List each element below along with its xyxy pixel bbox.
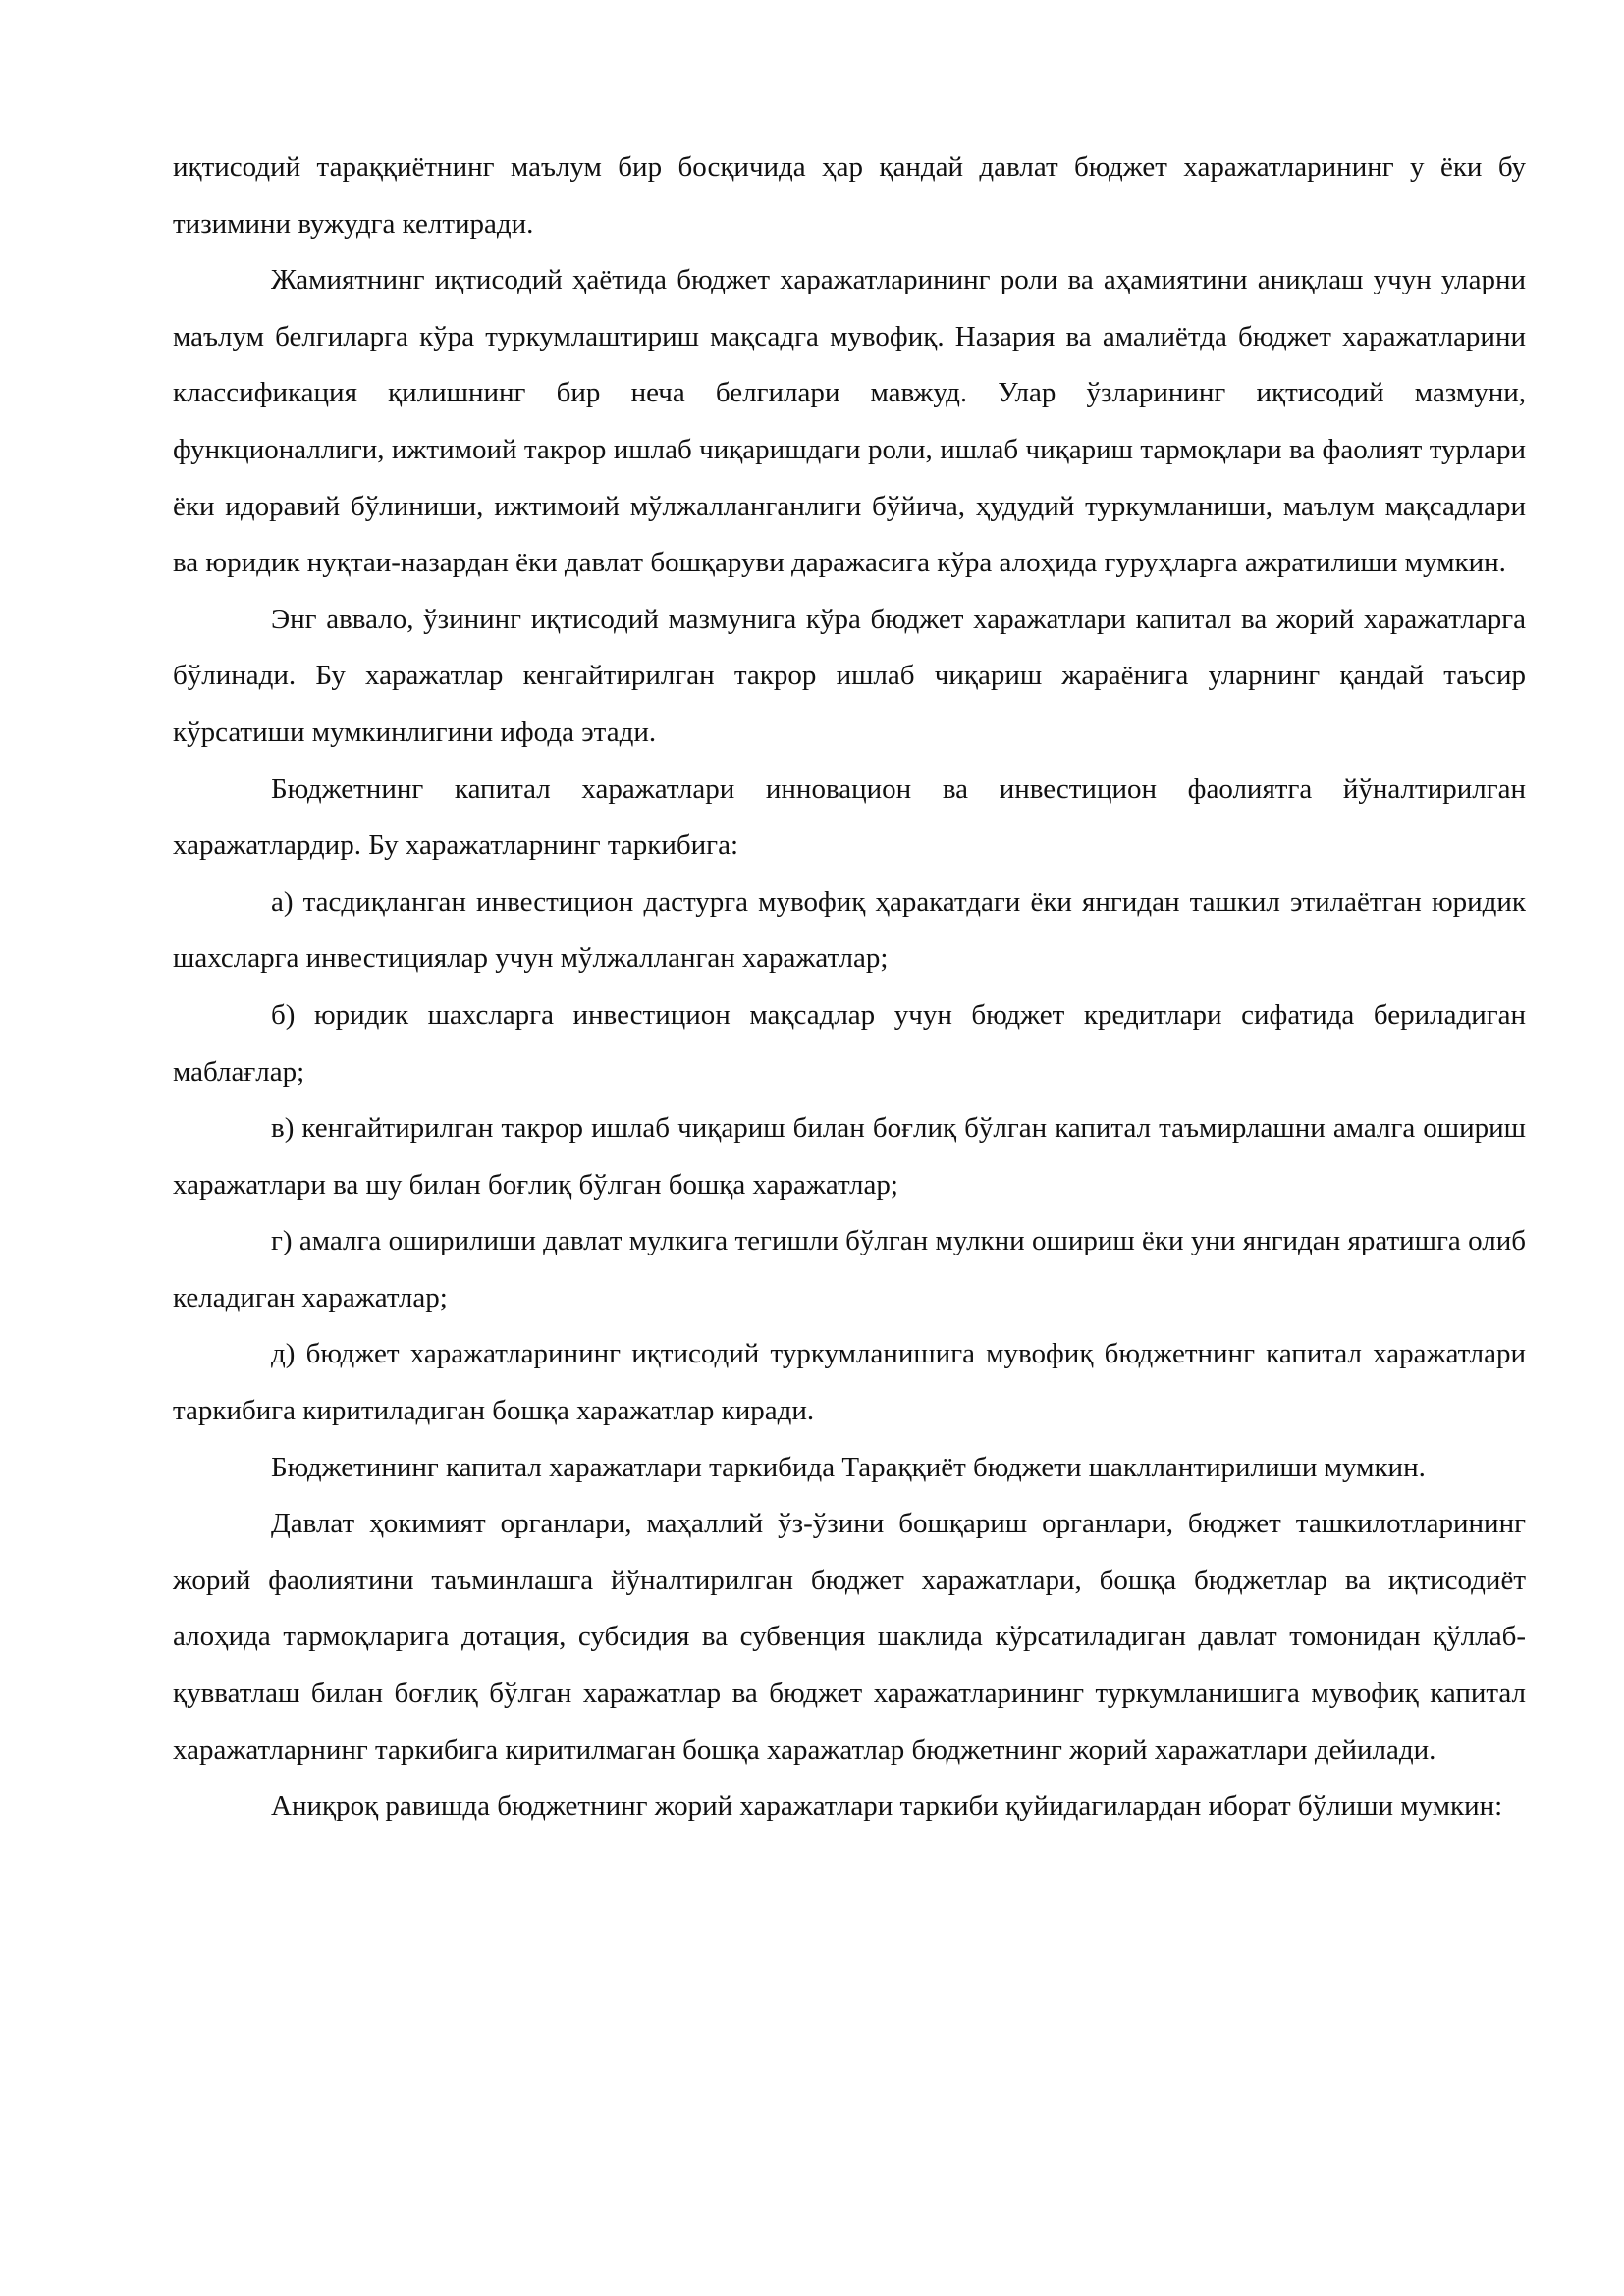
paragraph-6: Давлат ҳокимият органлари, маҳаллий ўз-ўзини бошқариш органлари, бюджет ташкилотларининг жорий фаолиятини таъминлашга йўналтирилган бюджет харажатлари, бошқа бюджетлар ва иқтисодиёт алоҳида тармоқларига дотация, субсидия ва субвенция шаклида кўрсатиладиган давлат томонидан қўллаб-қувватлаш билан боғлиқ бўлган харажатлар ва бюджет харажатларининг туркумланишига мувофиқ капитал харажатларнинг таркибига киритилмаган бошқа харажатлар бюджетнинг жорий харажатлари дейилади. bbox=[173, 1508, 1526, 1766]
paragraph-4: Бюджетнинг капитал харажатлари инновацион ва инвестицион фаолиятга йўналтирилган харажатлардир. Бу харажатларнинг таркибига: bbox=[173, 773, 1526, 862]
list-item-g: г) амалга оширилиши давлат мулкига тегишли бўлган мулкни ошириш ёки уни янгидан яратишга олиб келадиган харажатлар; bbox=[173, 1225, 1526, 1313]
document-page bbox=[173, 139, 1526, 1836]
list-item-v: в) кенгайтирилган такрор ишлаб чиқариш билан боғлиқ бўлган капитал таъмирлашни амалга ошириш харажатлари ва шу билан боғлиқ бўлган бошқа харажатлар; bbox=[173, 1112, 1526, 1201]
list-item-b: б) юридик шахсларга инвестицион мақсадлар учун бюджет кредитлари сифатида бериладиган маблағлар; bbox=[173, 998, 1526, 1088]
paragraph-2: Жамиятнинг иқтисодий ҳаётида бюджет харажатларининг роли ва аҳамиятини аниқлаш учун уларни маълум белгиларга кўра туркумлаштириш мақсадга мувофиқ. Назария ва амалиётда бюджет харажатларини классификация қилишнинг бир неча белгилари мавжуд. Улар ўзларининг иқтисодий мазмуни, функционаллиги, ижтимоий такрор ишлаб чиқаришдаги роли, ишлаб чиқариш тармоқлари ва фаолият турлари ёки идоравий бўлиниши, ижтимоий мўлжалланганлиги бўйича, ҳудудий туркумланиши, маълум мақсадлари ва юридик нуқтаи-назардан ёки давлат бошқаруви даражасига кўра алоҳида гуруҳларга ажратилиши мумкин. bbox=[173, 264, 1526, 579]
list-item-d: д) бюджет харажатларининг иқтисодий туркумланишига мувофиқ бюджетнинг капитал харажатлари таркибига киритиладиган бошқа харажатлар киради. bbox=[173, 1338, 1526, 1427]
paragraph-5: Бюджетининг капитал харажатлари таркибида Тараққиёт бюджети шакллантирилиши мумкин. bbox=[271, 1451, 1426, 1483]
paragraph-1: иқтисодий тараққиётнинг маълум бир босқичида ҳар қандай давлат бюджет харажатларининг у ёки бу тизимини вужудга келтиради. bbox=[173, 151, 1526, 240]
paragraph-7: Аниқроқ равишда бюджетнинг жорий харажатлари таркиби қуйидагилардан иборат бўлиши мумкин: bbox=[271, 1790, 1503, 1823]
paragraph-3: Энг аввало, ўзининг иқтисодий мазмунига кўра бюджет харажатлари капитал ва жорий харажатларга бўлинади. Бу харажатлар кенгайтирилган такрор ишлаб чиқариш жараёнига уларнинг қандай таъсир кўрсатиши мумкинлигини ифода этади. bbox=[173, 603, 1526, 748]
list-item-a: а) тасдиқланган инвестицион дастурга мувофиқ ҳаракатдаги ёки янгидан ташкил этилаётган юридик шахсларга инвестициялар учун мўлжалланган харажатлар; bbox=[173, 885, 1526, 975]
